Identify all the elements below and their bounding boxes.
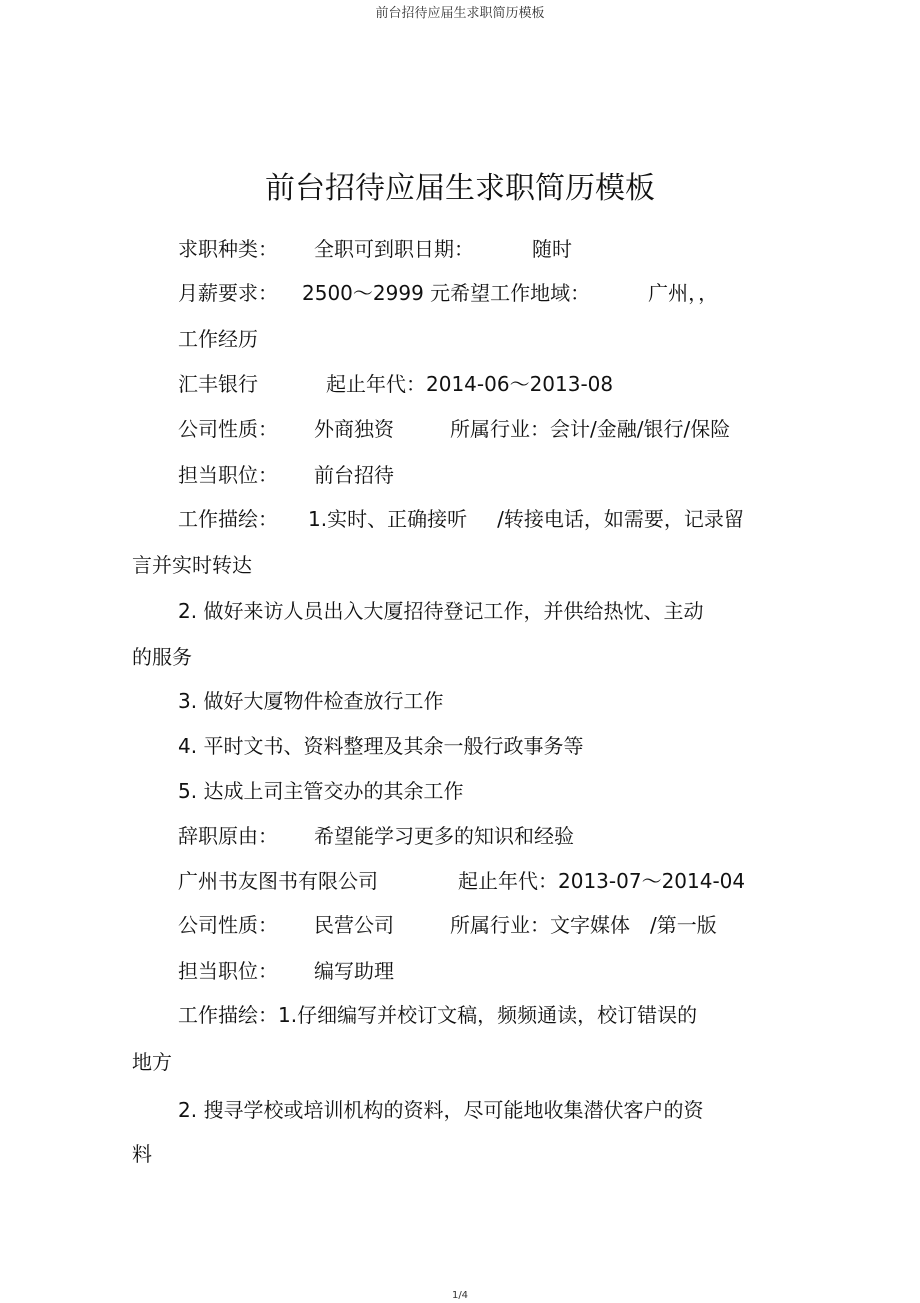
page-number: 1/4 [451,1290,469,1301]
job1-desc-5: 5. 达成上司主管交办的其余工作 [178,779,464,803]
job1-nature-value: 外商独资 [314,417,394,441]
job1-desc-4: 4. 平时文书、资料整理及其余一般行政事务等 [178,734,584,758]
job1-desc-2: 2. 做好来访人员出入大厦招待登记工作，并供给热忱、主动 [178,599,704,623]
job2-nature-row [178,912,717,938]
job-type-value: 全职可到职日期： [314,237,474,261]
job1-position-label: 担当职位： [178,463,278,487]
job2-desc-1: 工作描绘：1.仔细编写并校订文稿，频频通读，校订错误的 [178,1003,698,1027]
salary-value: 2500～2999 元希望工作地域： [302,281,591,305]
section-work-experience: 工作经历 [178,327,258,351]
job2-period: 起止年代：2013-07～2014-04 [458,869,746,893]
job1-period: 起止年代：2014-06～2013-08 [326,372,614,396]
job2-industry-b: /第一版 [650,913,717,937]
job1-company-row [178,371,613,397]
job1-leave-row [178,823,574,849]
job2-nature-label: 公司性质： [178,913,278,937]
job1-leave-label: 辞职原由： [178,824,278,848]
page-title: 前台招待应届生求职简历模板 [265,171,655,206]
job-type-row [178,236,572,262]
job-type-label: 求职种类： [178,237,278,261]
job2-desc-2-cont: 料 [132,1142,152,1166]
job1-position-value: 前台招待 [314,463,394,487]
salary-row [178,280,718,306]
job1-nature-label: 公司性质： [178,417,278,441]
available-date-value: 随时 [532,237,572,261]
region-value: 广州，， [648,281,719,305]
job1-nature-row [178,416,730,442]
job1-industry: 所属行业：会计/金融/银行/保险 [450,417,731,441]
job2-position-row [178,958,394,984]
job1-company: 汇丰银行 [178,372,258,396]
job1-desc-3: 3. 做好大厦物件检查放行工作 [178,689,444,713]
job2-nature-value: 民营公司 [314,913,394,937]
job1-position-row [178,462,394,488]
job2-desc-1-cont: 地方 [132,1050,172,1074]
job1-desc-1-cont: 言并实时转达 [132,553,252,577]
job2-company: 广州书友图书有限公司 [178,869,378,893]
job2-position-value: 编写助理 [314,959,394,983]
job2-industry-a: 所属行业：文字媒体 [450,913,630,937]
page-header: 前台招待应届生求职简历模板 [375,6,545,21]
job1-desc-2-cont: 的服务 [132,645,192,669]
job1-desc-label: 工作描绘： [178,507,278,531]
job2-position-label: 担当职位： [178,959,278,983]
salary-label: 月薪要求： [178,281,278,305]
job2-desc-2: 2. 搜寻学校或培训机构的资料，尽可能地收集潜伏客户的资 [178,1098,704,1122]
job1-desc-1-line [178,506,744,532]
job1-desc-1a: 1.实时、正确接听 [308,507,468,531]
job2-company-row [178,868,745,894]
job1-desc-1b: /转接电话，如需要，记录留 [497,507,744,531]
job1-leave-value: 希望能学习更多的知识和经验 [314,824,574,848]
